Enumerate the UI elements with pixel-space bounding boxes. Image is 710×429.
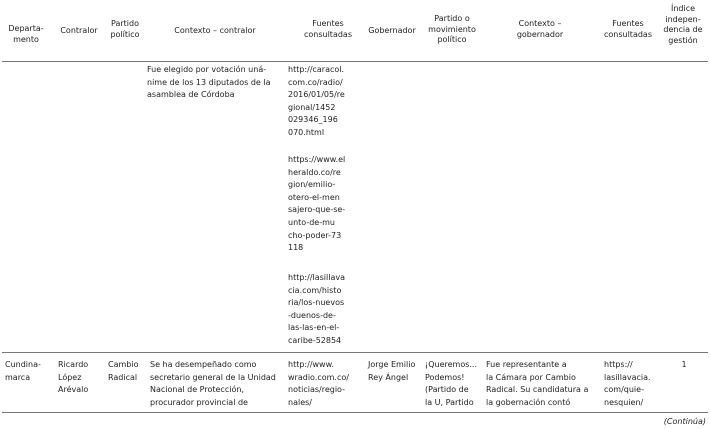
row2-fuentes-link[interactable]: http://www. wradio.com.co/ noticias/regio- nales/ bbox=[288, 360, 349, 407]
row2-fuentes-link-2[interactable]: https:// lasillavacia. com/quie- nesquien/ bbox=[604, 360, 651, 407]
header-fuentes-consultadas-1: Fuentes consultadas bbox=[303, 19, 352, 39]
continua-label: (Continúa) bbox=[663, 417, 706, 426]
row1-fuentes-link-2[interactable]: https://www.el heraldo.co/re gion/emilio- otero-el-men sajero-que-se- unto-de-mu cho-poder-73 118 bbox=[288, 155, 346, 253]
header-partido-movimiento: Partido o movimiento político bbox=[428, 14, 476, 44]
row-divider bbox=[2, 352, 708, 353]
row1-fuentes-link-3[interactable]: http://lasillava cia.com/histo ria/los-nuevos -duenos-de- las-las-en-el- caribe-52854 bbox=[288, 273, 346, 345]
row2-partido-politico: Cambio Radical bbox=[108, 360, 139, 382]
row2-contexto-gobernador: Fue representante a la Cámara por Cambio Radical. Su candidatura a la gobernación contó bbox=[486, 360, 589, 407]
header-rule bbox=[2, 61, 708, 62]
row2-departamento: Cundina- marca bbox=[5, 360, 41, 382]
row2-gobernador: Jorge Emilio Rey Ángel bbox=[368, 360, 416, 382]
row1-fuentes-link-1[interactable]: http://caracol. com.co/radio/ 2016/01/05/re gional/1452 029346_196 070.html bbox=[288, 65, 345, 137]
row2-indice: 1 bbox=[681, 360, 687, 369]
row2-partido-movimiento: ¡Queremos... Podemos! (Partido de la U, Partido bbox=[425, 360, 478, 407]
header-partido-politico: Partido político bbox=[110, 19, 140, 39]
header-contexto-gobernador: Contexto – gobernador bbox=[516, 19, 564, 39]
header-departamento: Departa- mento bbox=[8, 24, 44, 44]
header-contralor: Contralor bbox=[60, 26, 98, 35]
row2-contralor: Ricardo López Arévalo bbox=[58, 360, 89, 395]
header-fuentes-consultadas-2: Fuentes consultadas bbox=[603, 19, 652, 39]
header-gobernador: Gobernador bbox=[368, 26, 416, 35]
bottom-rule bbox=[2, 412, 708, 413]
header-indice: Índice indepen- dencia de gestión bbox=[663, 4, 703, 45]
row1-contexto-contralor: Fue elegido por votación uná- nime de los 13 diputados de la asamblea de Córdoba bbox=[147, 65, 271, 100]
row2-contexto-contralor: Se ha desempeñado como secretario general de la Unidad Nacional de Protección, procurador provincial de bbox=[150, 360, 276, 407]
header-contexto-contralor: Contexto – contralor bbox=[174, 26, 256, 35]
